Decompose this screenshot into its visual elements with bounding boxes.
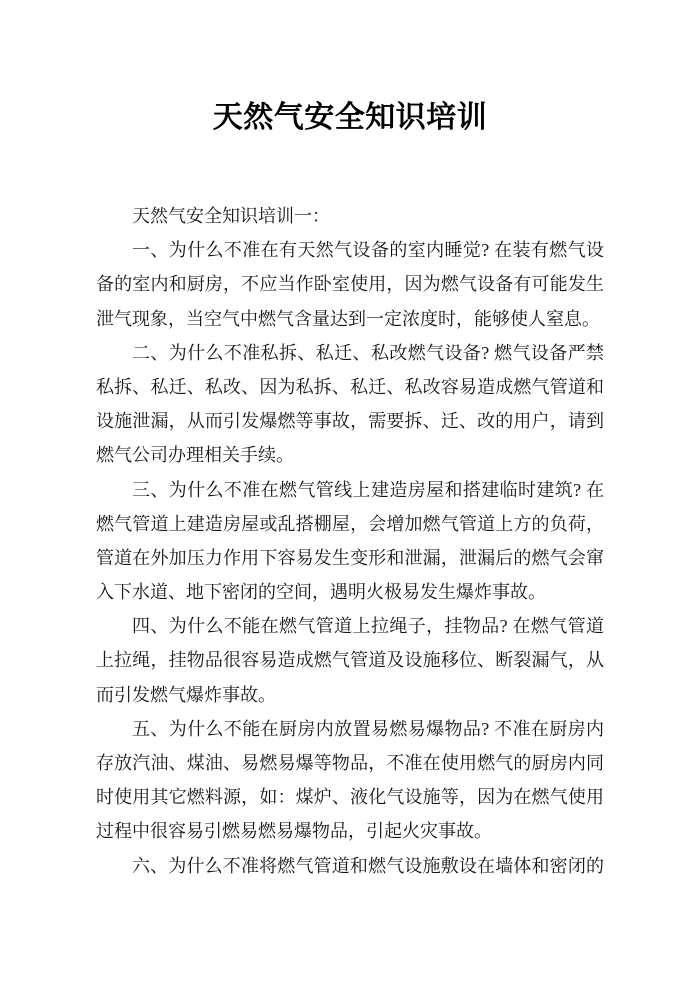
text-line: 存放汽油、煤油、易燃易爆等物品，不准在使用燃气的厨房内同	[96, 753, 604, 773]
text-line: 燃气管道上建造房屋或乱搭棚屋，会增加燃气管道上方的负荷，	[96, 513, 604, 534]
text-line: 备的室内和厨房，不应当作卧室使用，因为燃气设备有可能发生	[96, 274, 604, 295]
text-line-q3-end: 入下水道、地下密闭的空间，遇明火极易发生爆炸事故。	[96, 582, 546, 603]
text-line-q5-start: 五、为什么不能在厨房内放置易燃易爆物品? 不准在厨房内	[132, 718, 604, 739]
text-line: 设施泄漏，从而引发爆燃等事故，需要拆、迁、改的用户，请到	[96, 411, 604, 432]
text-line-intro: 天然气安全知识培训一：	[132, 206, 330, 226]
text-line-q5-end: 过程中很容易引燃易燃易爆物品，引起火灾事故。	[96, 821, 492, 842]
text-line-q6-start: 六、为什么不准将燃气管道和燃气设施敷设在墙体和密闭的	[132, 855, 604, 876]
text-line-q1-end: 泄气现象，当空气中燃气含量达到一定浓度时，能够使人窒息。	[96, 308, 600, 329]
text-line-q4-start: 四、为什么不能在燃气管道上拉绳子，挂物品? 在燃气管道	[132, 616, 604, 637]
text-line-q4-end: 而引发燃气爆炸事故。	[96, 684, 276, 705]
text-line: 上拉绳，挂物品很容易造成燃气管道及设施移位、断裂漏气，从	[96, 650, 604, 671]
text-line-q2-end: 燃气公司办理相关手续。	[96, 445, 294, 466]
text-line: 管道在外加压力作用下容易发生变形和泄漏，泄漏后的燃气会窜	[96, 547, 604, 568]
document-title: 天然气安全知识培训	[212, 101, 488, 134]
text-line: 私拆、私迁、私改、因为私拆、私迁、私改容易造成燃气管道和	[96, 376, 604, 397]
text-line: 时使用其它燃料源，如：煤炉、液化气设施等，因为在燃气使用	[96, 787, 604, 808]
text-line-q3-start: 三、为什么不准在燃气管线上建造房屋和搭建临时建筑? 在	[132, 479, 604, 500]
text-line-q1-start: 一、为什么不准在有天然气设备的室内睡觉? 在装有燃气设	[132, 240, 604, 261]
text-line-q2-start: 二、为什么不准私拆、私迁、私改燃气设备? 燃气设备严禁	[132, 342, 604, 363]
document-body	[96, 199, 604, 883]
